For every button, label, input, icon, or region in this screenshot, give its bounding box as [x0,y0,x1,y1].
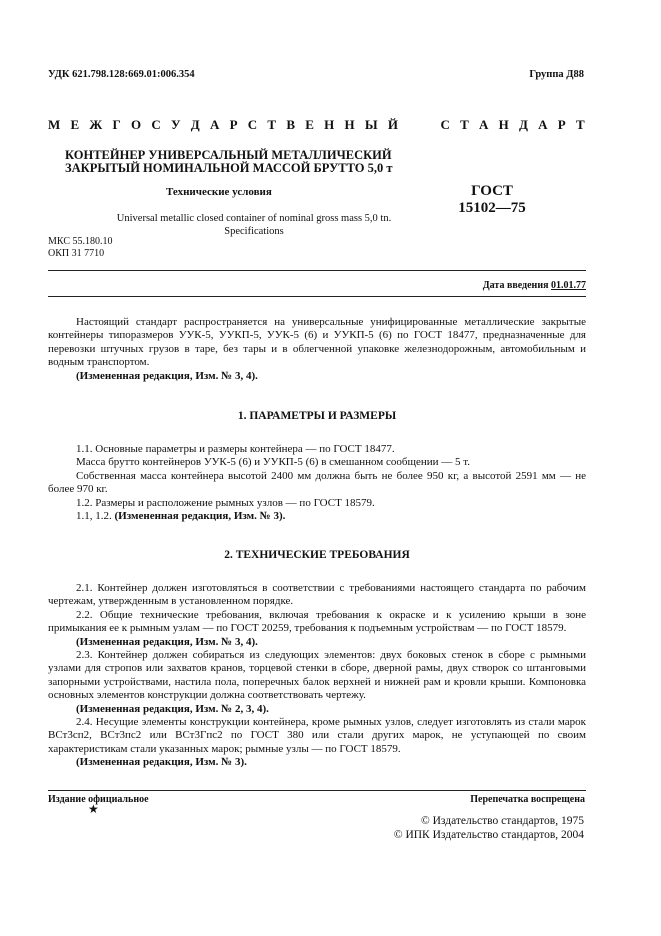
gost-designation [452,183,532,217]
word-gap [408,117,430,133]
letter: Т [267,117,277,132]
paragraph: Собственная масса контейнера высотой 2400 мм должна быть не более 950 кг, а высотой 2591 мм — не более 970 кг. [48,469,586,496]
date-label: Дата введения [482,280,549,291]
english-title-line-1: Universal metallic closed container of nominal gross mass 5,0 tn. [116,213,392,224]
section-heading-2: 2. ТЕХНИЧЕСКИЕ ТРЕБОВАНИЯ [224,549,410,561]
intro-paragraph: Настоящий стандарт распространяется на универсальные унифицированные металлические закрытые контейнеры типоразмеров УУК-5, УУКП-5, УУК-5 (6) и УУКП-5 (6) по ГОСТ 18477, предназначенные для перевозки штучных грузов в таре, без тары и в облегченной упаковке железнодорожным, автомобильным и водным транспортом. [48,316,586,369]
section-1-body [48,443,586,523]
revision-note: (Измененная редакция, Изм. № 2, 3, 4). [76,702,269,715]
revision-note: (Измененная редакция, Изм. № 3, 4). [76,369,258,382]
letter: Ы [364,117,378,132]
revision-note: (Измененная редакция, Изм. № 3). [76,756,247,769]
section-2-body [48,582,586,770]
star-icon: ★ [88,802,99,816]
group-code: Группа Д88 [529,69,584,80]
document-title [65,149,425,175]
udk-code: УДК 621.798.128:669.01:006.354 [48,69,195,80]
intro-section [48,316,586,383]
copyright-1975: © Издательство стандартов, 1975 [420,815,584,827]
clause-ref: 1.1, 1.2. [76,510,112,523]
revision-note: (Измененная редакция, Изм. № 3, 4). [76,635,258,648]
letter: Й [387,117,398,132]
section-heading-1: 1. ПАРАМЕТРЫ И РАЗМЕРЫ [237,410,397,422]
letter: О [131,117,142,132]
letter: Д [190,117,200,132]
letter: Т [460,117,469,132]
paragraph: 2.4. Несущие элементы конструкции контейнера, кроме рымных узлов, следует изготовлять из стали марок ВСт3сп2, ВСт3пс2 или ВСт3Гпс2 по ГОСТ 380 или стали других марок, не уступающей по своим характеристикам стали указанных марок; рымные узлы — по ГОСТ 18579. [48,716,586,755]
letter: А [478,117,489,132]
paragraph: 2.3. Контейнер должен собираться из следующих элементов: двух боковых стенок в сборе с рымными узлами для стропов или захватов кранов, торцевой стенки в сборе, дверной рамы, двух створок со штанговыми запорными устройствами, настила пола, поперечных балок верхней и нижней рам и кровли крыши. Компоновка основных элементов конструкции должна соответствовать чертежу. [48,649,586,702]
letter: А [538,117,548,132]
letter: Д [518,117,528,132]
letter: Н [498,117,509,132]
classification-codes [48,236,112,260]
letter: М [48,117,61,132]
document-subtitle: Технические условия [166,186,272,198]
paragraph: Масса брутто контейнеров УУК-5 (6) и УУКП-5 (6) в смешанном сообщении — 5 т. [76,456,470,469]
letter: Н [324,117,335,132]
letter: Ж [89,117,103,132]
mks-code: МКС 55.180.10 [48,236,113,247]
divider [48,790,586,791]
divider [48,270,586,271]
title-line-1: КОНТЕЙНЕР УНИВЕРСАЛЬНЫЙ МЕТАЛЛИЧЕСКИЙ [65,148,392,162]
letter: С [440,117,450,132]
paragraph: 2.2. Общие технические требования, включая требования к окраске и к усилению крыши в зоне примыкания ее к рымным узлам — по ГОСТ 20259, требования к подъемным устройствам — по ГОСТ 18579. [48,608,586,635]
official-edition: Издание официальное [48,794,149,805]
letter: Е [305,117,314,132]
letter: С [247,117,258,132]
letter: С [151,117,161,132]
letter: Р [557,117,566,132]
standard-type-heading [48,117,585,133]
english-title-line-2: Specifications [224,226,284,237]
english-title [48,212,460,238]
revision-note: (Измененная редакция, Изм. № 3). [114,510,286,523]
divider [48,296,586,297]
title-line-2: ЗАКРЫТЫЙ НОМИНАЛЬНОЙ МАССОЙ БРУТТО 5,0 т [65,161,393,175]
date-value: 01.01.77 [551,280,586,291]
paragraph: 1.1. Основные параметры и размеры контейнера — по ГОСТ 18477. [76,443,395,455]
reprint-notice: Перепечатка воспрещена [470,794,585,805]
gost-label: ГОСТ [471,183,513,199]
revision-paragraph [48,510,586,523]
effective-date [483,280,586,291]
okp-code: ОКП 31 7710 [48,248,105,259]
letter: В [286,117,295,132]
copyright-2004: © ИПК Издательство стандартов, 2004 [393,829,584,841]
letter: Е [70,117,80,132]
letter: А [209,117,220,132]
letter: У [171,117,181,132]
gost-number: 15102—75 [458,200,526,216]
paragraph: 1.2. Размеры и расположение рымных узлов — по ГОСТ 18579. [76,496,375,509]
paragraph: 2.1. Контейнер должен изготовляться в соответствии с требованиями настоящего стандарта по рабочим чертежам, утвержденным в установленном порядке. [48,582,586,608]
letter: Г [112,117,121,132]
letter: Р [229,117,238,132]
letter: Н [344,117,355,132]
letter: Т [575,117,585,132]
copyright-block [394,814,584,842]
